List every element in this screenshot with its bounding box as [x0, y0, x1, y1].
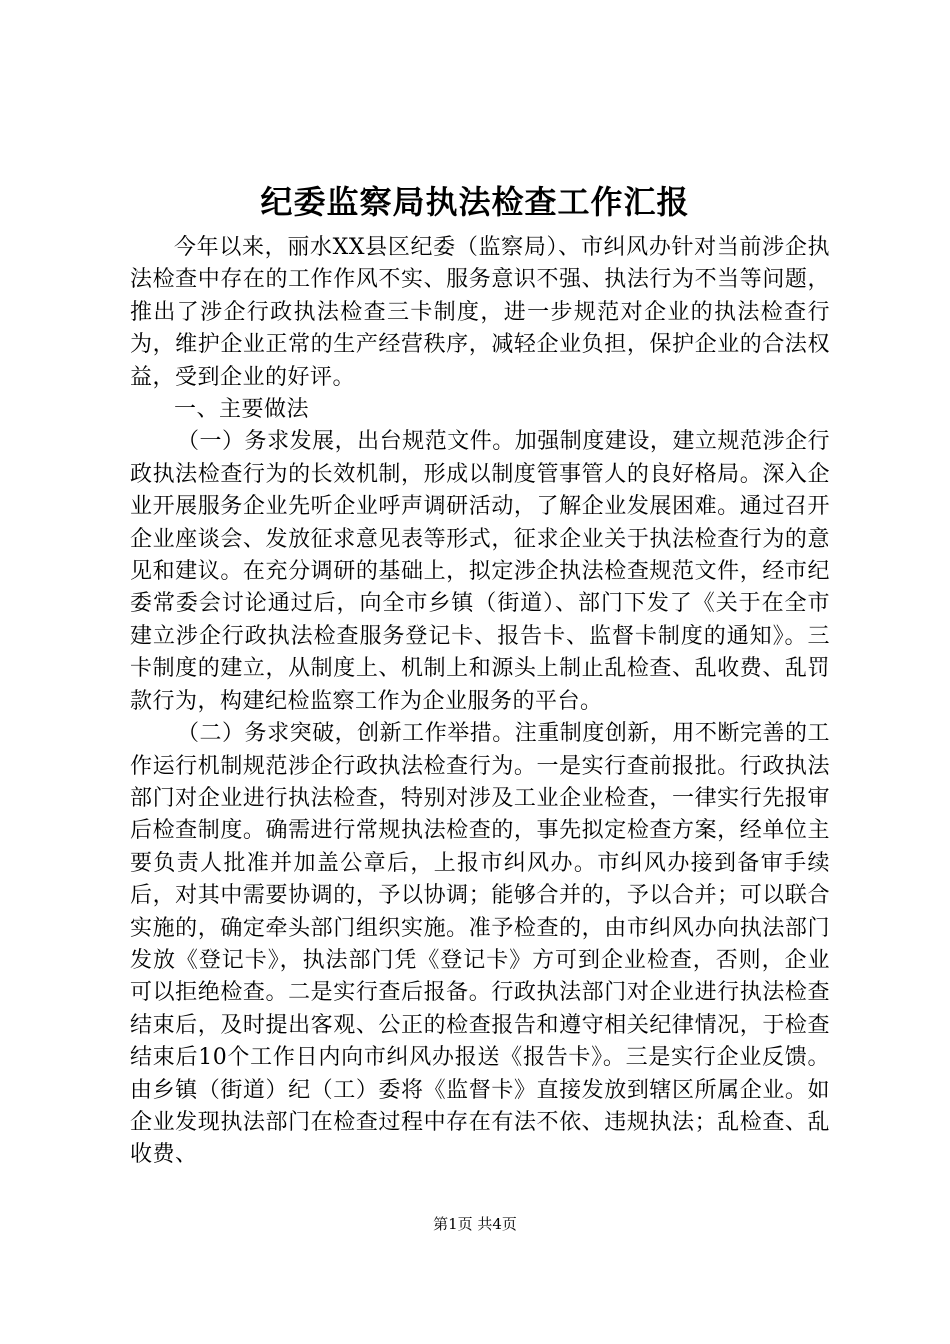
- section-heading-main-practices: 一、主要做法: [174, 397, 310, 423]
- paragraph-item-2: （二）务求突破，创新工作举措。注重制度创新，用不断完善的工作运行机制规范涉企行政执法检查行为。一是实行查前报批。行政执法部门对企业进行执法检查，特别对涉及工业企业检查，一律实行先报审后检查制度。确需进行常规执法检查的，事先拟定检查方案，经单位主要负责人批准并加盖公章后，上报市纠风办。市纠风办接到备审手续后，对其中需要协调的，予以协调；能够合并的，予以合并；可以联合实施的，确定牵头部门组织实施。准予检查的，由市纠风办向执法部门发放《登记卡》，执法部门凭《登记卡》方可到企业检查，否则，企业可以拒绝检查。二是实行查后报备。行政执法部门对企业进行执法检查结束后，及时提出客观、公正的检查报告和遵守相关纪律情况，于检查结束后10个工作日内向市纠风办报送《报告卡》。三是实行企业反馈。由乡镇（街道）纪（工）委将《监督卡》直接发放到辖区所属企业。如企业发现执法部门在检查过程中存在有法不依、违规执法；乱检查、乱收费、: [130, 721, 830, 1168]
- document-body: [130, 232, 830, 1172]
- document-title: 纪委监察局执法检查工作汇报: [260, 183, 690, 221]
- paragraph-item-1: （一）务求发展，出台规范文件。加强制度建设，建立规范涉企行政执法检查行为的长效机制，形成以制度管事管人的良好格局。深入企业开展服务企业先听企业呼声调研活动，了解企业发展困难。通过召开企业座谈会、发放征求意见表等形式，征求企业关于执法检查行为的意见和建议。在充分调研的基础上，拟定涉企执法检查规范文件，经市纪委常委会讨论通过后，向全市乡镇（街道）、部门下发了《关于在全市建立涉企行政执法检查服务登记卡、报告卡、监督卡制度的通知》。三卡制度的建立，从制度上、机制上和源头上制止乱检查、乱收费、乱罚款行为，构建纪检监察工作为企业服务的平台。: [130, 429, 830, 714]
- page-footer: 第1页 共4页: [433, 1215, 517, 1233]
- intro-paragraph: 今年以来，丽水XX县区纪委（监察局）、市纠风办针对当前涉企执法检查中存在的工作作风不实、服务意识不强、执法行为不当等问题，推出了涉企行政执法检查三卡制度，进一步规范对企业的执法检查行为，维护企业正常的生产经营秩序，减轻企业负担，保护企业的合法权益，受到企业的好评。: [130, 235, 830, 390]
